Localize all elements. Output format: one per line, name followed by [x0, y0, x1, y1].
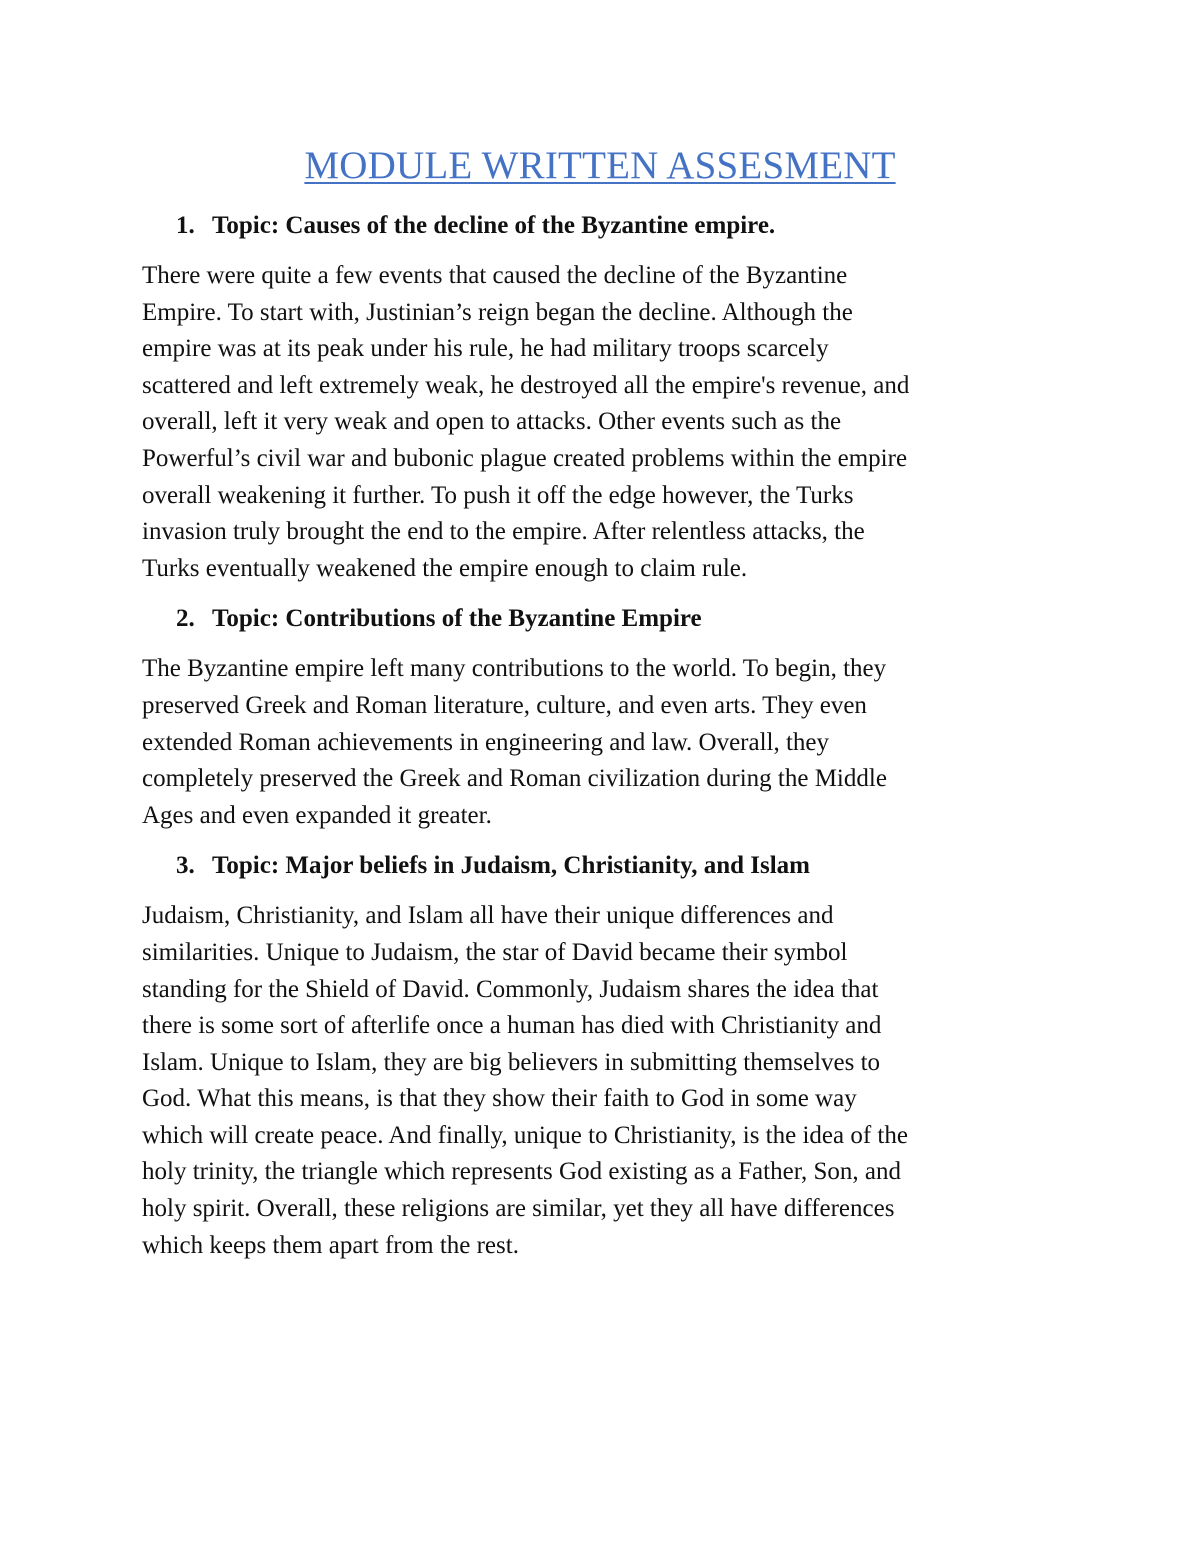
paragraph-line: God. What this means, is that they show their faith to God in some way [142, 1085, 857, 1113]
paragraph-line: there is some sort of afterlife once a human has died with Christianity and [142, 1012, 882, 1040]
topic-heading-1 [176, 208, 1058, 244]
topic-heading-2 [176, 601, 1058, 637]
topic-heading-text: Topic: Causes of the decline of the Byzantine empire. [212, 212, 776, 239]
paragraph-line: Judaism, Christianity, and Islam all have their unique differences and [142, 902, 834, 930]
document-title: MODULE WRITTEN ASSESMENT [304, 144, 896, 187]
paragraph-line: Powerful’s civil war and bubonic plague created problems within the empire [142, 444, 908, 472]
topic-number: 1. [176, 212, 195, 239]
paragraph-line: overall, left it very weak and open to attacks. Other events such as the [142, 408, 842, 436]
paragraph-line: preserved Greek and Roman literature, culture, and even arts. They even [142, 691, 867, 719]
topic-heading-text: Topic: Major beliefs in Judaism, Christianity, and Islam [212, 852, 810, 880]
paragraph-line: overall weakening it further. To push it off the edge however, the Turks [142, 481, 854, 509]
paragraph-line: similarities. Unique to Judaism, the star of David became their symbol [142, 938, 848, 966]
topic-number: 3. [176, 852, 195, 880]
topic-heading-text: Topic: Contributions of the Byzantine Empire [212, 605, 702, 633]
topic-paragraph-2 [142, 651, 1058, 834]
paragraph-line: which will create peace. And finally, unique to Christianity, is the idea of the [142, 1121, 908, 1149]
paragraph-line: which keeps them apart from the rest. [142, 1231, 519, 1259]
paragraph-line: Islam. Unique to Islam, they are big believers in submitting themselves to [142, 1048, 881, 1076]
paragraph-line: holy trinity, the triangle which represents God existing as a Father, Son, and [142, 1158, 902, 1186]
paragraph-line: Ages and even expanded it greater. [142, 801, 492, 829]
paragraph-line: Turks eventually weakened the empire enough to claim rule. [142, 554, 748, 582]
paragraph-line: There were quite a few events that caused the decline of the Byzantine [142, 262, 848, 289]
paragraph-line: The Byzantine empire left many contributions to the world. To begin, they [142, 655, 887, 683]
topic-paragraph-3 [142, 898, 1058, 1264]
paragraph-line: scattered and left extremely weak, he destroyed all the empire's revenue, and [142, 371, 910, 399]
paragraph-line: Empire. To start with, Justinian’s reign began the decline. Although the [142, 298, 853, 326]
topic-heading-3 [176, 848, 1058, 884]
document-page [142, 138, 1058, 1278]
paragraph-line: holy spirit. Overall, these religions are similar, yet they all have differences [142, 1195, 895, 1223]
topic-paragraph-1 [142, 258, 1058, 587]
paragraph-line: extended Roman achievements in engineering and law. Overall, they [142, 728, 830, 756]
paragraph-line: completely preserved the Greek and Roman civilization during the Middle [142, 765, 887, 793]
paragraph-line: standing for the Shield of David. Commonly, Judaism shares the idea that [142, 975, 879, 1003]
paragraph-line: invasion truly brought the end to the empire. After relentless attacks, the [142, 518, 865, 546]
paragraph-line: empire was at its peak under his rule, he had military troops scarcely [142, 335, 829, 363]
topic-number: 2. [176, 605, 195, 633]
